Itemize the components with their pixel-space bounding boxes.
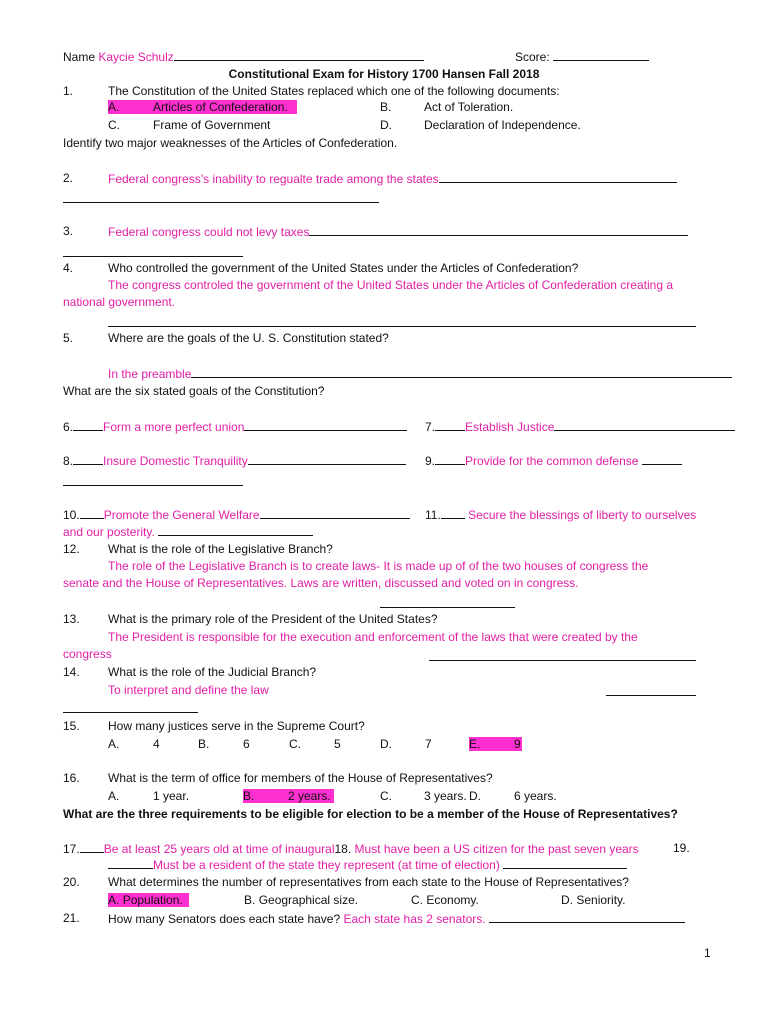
q9-blank xyxy=(435,453,465,465)
q11-row2 xyxy=(63,524,313,539)
q21-row xyxy=(108,911,685,926)
q7-number: 7. xyxy=(425,420,436,434)
name-line xyxy=(174,49,424,61)
q13-answer-line1: The President is responsible for the execution and enforcement of the laws that were created by the xyxy=(108,630,638,644)
q16-number: 16. xyxy=(63,771,80,785)
q19-line xyxy=(503,857,627,869)
q20-a-letter: A. xyxy=(108,893,120,907)
q3-number: 3. xyxy=(63,224,74,238)
q5-line xyxy=(191,366,732,378)
q16-c-letter: C. xyxy=(380,789,392,803)
q15-option-e xyxy=(469,737,522,751)
q14-answer: To interpret and define the law xyxy=(108,683,269,697)
q8-line xyxy=(248,453,406,465)
q19-blank xyxy=(108,857,153,869)
q13-text: What is the primary role of the President of the United States? xyxy=(108,612,438,626)
q2-number: 2. xyxy=(63,171,74,185)
q4-text: Who controlled the government of the United States under the Articles of Confederation? xyxy=(108,261,579,275)
q2-continuation-line xyxy=(63,202,379,203)
q20-c-value: Economy. xyxy=(426,893,479,907)
q3-line xyxy=(309,224,688,236)
q15-text: How many justices serve in the Supreme Court? xyxy=(108,719,365,733)
q15-a-value: 4 xyxy=(153,737,160,751)
q16-d-letter: D. xyxy=(469,789,481,803)
q4-number: 4. xyxy=(63,261,74,275)
q1-b-text: Act of Toleration. xyxy=(424,100,514,114)
q4-answer-line2: national government. xyxy=(63,295,176,309)
q5-text: Where are the goals of the U. S. Constitution stated? xyxy=(108,331,389,345)
q7-answer: Establish Justice xyxy=(465,420,555,434)
q20-b-letter: B. xyxy=(244,893,256,907)
q16-a-value: 1 year. xyxy=(153,789,190,803)
q8-number: 8. xyxy=(63,454,74,468)
q10-row xyxy=(63,507,410,522)
q3-row xyxy=(108,224,688,239)
q17-blank xyxy=(80,841,104,853)
q9-row xyxy=(425,453,682,468)
q1-b-letter: B. xyxy=(380,100,392,114)
q1-option-a xyxy=(108,100,297,114)
q9-number: 9. xyxy=(425,454,436,468)
q9-answer: Provide for the common defense xyxy=(465,454,639,468)
q15-d-letter: D. xyxy=(380,737,392,751)
q20-d-value: Seniority. xyxy=(576,893,626,907)
student-name: Kaycie Schulz xyxy=(98,50,174,64)
exam-title: Constitutional Exam for History 1700 Hansen Fall 2018 xyxy=(228,67,540,81)
q14-number: 14. xyxy=(63,665,80,679)
q6-line xyxy=(244,419,407,431)
q1-d-letter: D. xyxy=(380,118,392,132)
q12-answer-line2: senate and the House of Representatives. Laws are written, discussed and voted on in congress. xyxy=(63,576,579,590)
q15-c-value: 5 xyxy=(334,737,341,751)
q14-continuation-line xyxy=(63,712,198,713)
q18-number: 18. xyxy=(334,842,352,856)
q11-line xyxy=(158,524,313,536)
q8-blank xyxy=(73,453,103,465)
q13-answer-line2: congress xyxy=(63,647,112,661)
q10-number: 10. xyxy=(63,508,80,522)
q1-a-text: Articles of Confederation. xyxy=(153,100,288,114)
q12-answer-line1: The role of the Legislative Branch is to create laws- It is made up of of the two houses of congress the xyxy=(108,559,649,573)
q7-row xyxy=(425,419,735,434)
q2-line xyxy=(439,171,677,183)
q7-blank xyxy=(435,419,465,431)
q14-text: What is the role of the Judicial Branch? xyxy=(108,665,317,679)
q3-continuation-line xyxy=(63,256,243,257)
q3-answer: Federal congress could not levy taxes xyxy=(108,225,310,239)
q15-d-value: 7 xyxy=(425,737,432,751)
q20-d-letter: D. xyxy=(561,893,573,907)
q7-line xyxy=(554,419,735,431)
q11-answer-line1: Secure the blessings of liberty to ourselves xyxy=(468,508,697,522)
q18-answer: Must have been a US citizen for the past seven years xyxy=(354,842,639,856)
q21-text: How many Senators does each state have? xyxy=(108,912,341,926)
q20-number: 20. xyxy=(63,875,80,889)
q6-answer: Form a more perfect union xyxy=(103,420,245,434)
q8-row xyxy=(63,453,406,468)
q15-e-letter: E. xyxy=(469,737,481,751)
q16-d-value: 6 years. xyxy=(514,789,557,803)
q15-b-value: 6 xyxy=(243,737,250,751)
q13-number: 13. xyxy=(63,612,80,626)
q12-answer-line xyxy=(380,607,515,608)
score-line xyxy=(553,49,649,61)
q1-c-letter: C. xyxy=(108,118,120,132)
q1-c-text: Frame of Government xyxy=(153,118,271,132)
q11-blank xyxy=(441,507,465,519)
q2-row xyxy=(108,171,677,186)
q4-answer-line xyxy=(108,326,696,327)
score-label: Score: xyxy=(515,50,550,64)
q10-blank xyxy=(80,507,104,519)
q21-line xyxy=(489,911,685,923)
q16-c-value: 3 years. xyxy=(424,789,467,803)
q14-answer-line xyxy=(606,695,696,696)
q20-c-letter: C. xyxy=(411,893,423,907)
q20-option-c xyxy=(411,893,479,907)
q16-b-value: 2 years. xyxy=(288,789,331,803)
q15-number: 15. xyxy=(63,719,80,733)
goals-prompt: What are the six stated goals of the Constitution? xyxy=(63,384,325,398)
q8-answer: Insure Domestic Tranquility xyxy=(103,454,248,468)
q4-answer-line1: The congress controled the government of the United States under the Articles of Confederation creating a xyxy=(108,278,674,292)
page-number: 1 xyxy=(704,946,711,960)
q13-answer-line xyxy=(429,660,696,661)
q10-answer: Promote the General Welfare xyxy=(103,508,260,522)
q9-line xyxy=(642,453,682,465)
name-row xyxy=(63,49,424,64)
q21-answer: Each state has 2 senators. xyxy=(343,912,486,926)
q6-row xyxy=(63,419,407,434)
requirements-prompt: What are the three requirements to be eligible for election to be a member of the House of Representatives? xyxy=(63,807,678,821)
q20-option-a xyxy=(108,893,189,907)
q17-row xyxy=(63,841,639,856)
q5-number: 5. xyxy=(63,331,74,345)
q19-answer: Must be a resident of the state they represent (at time of election) xyxy=(153,858,500,872)
q11-number: 11. xyxy=(425,508,441,522)
q16-option-b xyxy=(243,789,334,803)
q20-b-value: Geographical size. xyxy=(258,893,359,907)
q20-a-value: Population. xyxy=(122,893,183,907)
q1-text: The Constitution of the United States replaced which one of the following documents: xyxy=(108,84,560,98)
score-row xyxy=(515,49,649,64)
q10-line xyxy=(260,507,410,519)
q20-text: What determines the number of representatives from each state to the House of Representatives? xyxy=(108,875,629,889)
q15-c-letter: C. xyxy=(289,737,301,751)
q16-a-letter: A. xyxy=(108,789,120,803)
q2-answer: Federal congress’s inability to regualte trade among the states xyxy=(108,172,439,186)
q17-answer: Be at least 25 years old at time of inaugural xyxy=(103,842,335,856)
q6-blank xyxy=(73,419,103,431)
q16-text: What is the term of office for members of the House of Representatives? xyxy=(108,771,493,785)
q6-number: 6. xyxy=(63,420,74,434)
q1-a-letter: A. xyxy=(108,100,120,114)
q15-a-letter: A. xyxy=(108,737,120,751)
q9-continuation-line xyxy=(63,485,243,486)
q19-row xyxy=(108,857,627,872)
q19-number: 19. xyxy=(673,841,690,855)
q16-b-letter: B. xyxy=(243,789,255,803)
q21-number: 21. xyxy=(63,911,80,925)
q20-option-b xyxy=(244,893,358,907)
q1-number: 1. xyxy=(63,84,74,98)
q11-answer-line2: and our posterity. xyxy=(63,525,155,539)
q12-number: 12. xyxy=(63,542,80,556)
q15-e-value: 9 xyxy=(514,737,521,751)
weaknesses-prompt: Identify two major weaknesses of the Articles of Confederation. xyxy=(63,136,398,150)
q17-number: 17. xyxy=(63,842,80,856)
q5-row xyxy=(108,366,732,381)
q11-row xyxy=(425,507,696,522)
name-label: Name xyxy=(63,50,96,64)
q20-option-d xyxy=(561,893,625,907)
q5-answer: In the preamble xyxy=(108,367,192,381)
q15-b-letter: B. xyxy=(198,737,210,751)
q1-d-text: Declaration of Independence. xyxy=(424,118,581,132)
q12-text: What is the role of the Legislative Branch? xyxy=(108,542,333,556)
